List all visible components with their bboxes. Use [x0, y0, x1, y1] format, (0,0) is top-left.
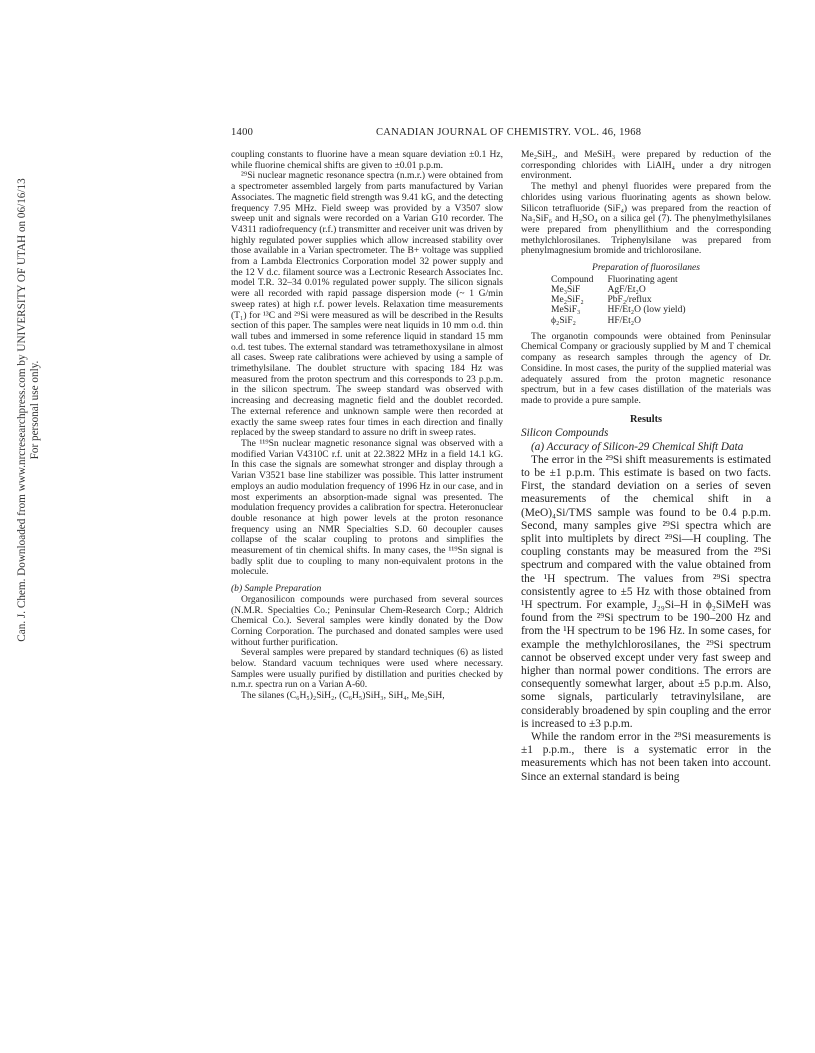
paragraph: The ¹¹⁹Sn nuclear magnetic resonance signal was observed with a modified Varian V4310C r.f. unit at 22.3822 MHz in a field 14.1 kG. In this case the signals are somewhat stronger and display through a Varian V3521 base line stabilizer was possible. This latter instrument employs an audio modulation frequency of 1996 Hz in our case, and in most experiments an absorption-made signal was presented. The modulation frequency provides a calibration for spectra. Heteronuclear double resonance at high power levels at the proton resonance frequency using an NMR Specialties S.D. 60 decoupler causes collapse of the scalar coupling to protons and simplifies the measurement of tin chemical shifts. In many cases, the ¹¹⁹Sn signal is badly split due to coupling to many non-equivalent protons in the molecule.	[231, 437, 503, 578]
fluorosilane-table	[551, 275, 700, 326]
paragraph: Several samples were prepared by standard techniques (6) as listed below. Standard vacuum techniques were used where necessary. Samples were usually purified by distillation and purities checked by n.m.r. spectra run on a Varian A-60.	[231, 647, 503, 691]
paragraph: ²⁹Si nuclear magnetic resonance spectra (n.m.r.) were obtained from a spectrometer assembled largely from parts manufactured by Varian Associates. The magnetic field strength was 9.41 kG, and the detecting frequency 7.95 MHz. Field sweep was provided by a V3507 slow sweep unit and signals were recorded on a Varian G10 recorder. The V4311 radiofrequency (r.f.) transmitter and receiver unit was driven by highly regulated power supplies which allow increased stability over those available in a Varian spectrometer. The B+ voltage was supplied from a Lambda Electronics Corporation model 32 power supply and the 12 V d.c. filament source was a Lectronic Research Associates Inc. model T.R. 32–34 0.01% regulated power supply. The silicon signals were all recorded with rapid passage dispersion mode (~ 1 G/min sweep rates) at high r.f. power levels. Relaxation time measurements (T₁) for ¹³C and ²⁹Si were measured as will be described in the Results section of this paper. The samples were neat liquids in 10 mm o.d. thin wall tubes and immersed in some reference liquid in standard 15 mm o.d. test tubes. The external standard was tetramethoxysilane in almost all cases. Sweep rate calibrations were achieved by using a sample of trimethylsilane. The doublet structure with spacing 184 Hz was measured from the proton spectrum and this corresponds to 23 p.p.m. in the silicon spectrum. The sweep standard was observed with increasing and decreasing magnetic field and the doublet recorded. The external reference and unknown sample were then recorded at exactly the same sweep rates four times in each direction and finally replaced by the sweep standard to assure no drift in sweep rates.	[231, 170, 503, 439]
table-cell: MeSiF₃	[551, 304, 581, 316]
subsection-heading: (b) Sample Preparation	[231, 583, 322, 595]
download-watermark	[2, 130, 41, 690]
watermark-line-2: For personal use only.	[29, 360, 41, 460]
table-cell: PbF₂/reflux	[607, 294, 652, 306]
table-cell: HF/Et₂O	[607, 314, 642, 326]
subsection-heading: (a) Accuracy of Silicon-29 Chemical Shift Data	[531, 440, 744, 453]
table-cell: Me₃SiF	[551, 283, 581, 295]
section-heading: Silicon Compounds	[521, 427, 609, 440]
paragraph: Me₂SiH₂, and MeSiH₃ were prepared by reduction of the corresponding chlorides with LiAlH₄ under a dry nitrogen environment.	[521, 149, 771, 182]
paragraph: The silanes (C₆H₅)₂SiH₂, (C₆H₅)SiH₃, SiH₄, Me₃SiH,	[241, 690, 445, 702]
table-cell: HF/Et₂O (low yield)	[607, 304, 686, 316]
paragraph: While the random error in the ²⁹Si measurements is ±1 p.p.m., there is a systematic error in the measurements which has not been taken into account. Since an external standard is being	[521, 731, 771, 783]
right-column	[521, 150, 771, 784]
results-heading: Results	[629, 413, 663, 425]
table-row	[551, 316, 700, 326]
journal-title: CANADIAN JOURNAL OF CHEMISTRY. VOL. 46, 1968	[376, 127, 642, 138]
paragraph: Organosilicon compounds were purchased from several sources (N.M.R. Specialties Co.; Peninsular Chem-Research Corp.; Aldrich Chemical Co.). Several samples were kindly donated by the Dow Corning Corporation. The purchased and donated samples were used without further purification.	[231, 593, 503, 648]
page-number: 1400	[231, 127, 254, 138]
table-caption: Preparation of fluorosilanes	[591, 262, 701, 274]
table-cell: AgF/Et₂O	[607, 283, 646, 295]
table-header: Fluorinating agent	[607, 273, 678, 285]
paragraph: The methyl and phenyl fluorides were prepared from the chlorides using various fluorinating agents as shown below. Silicon tetrafluoride (SiF₄) was prepared from the reaction of Na₂SiF₆ and H₂SO₄ on a silica gel (7). The phenylmethylsilanes were prepared from phenyllithium and the corresponding methylchlorosilanes. Triphenylsilane was prepared from phenylmagnesium bromide and trichlorosilane.	[521, 181, 771, 257]
table-header: Compound	[551, 273, 594, 285]
table-cell: ϕ₂SiF₂	[551, 314, 576, 326]
table-cell: Me₂SiF₂	[551, 294, 584, 306]
paragraph: The error in the ²⁹Si shift measurements is estimated to be ±1 p.p.m. This estimate is based on two facts. First, the standard deviation on a series of seven measurements of the chemical shift in a (MeO)₄Si/TMS sample was found to be 0.4 p.p.m. Second, many samples give ²⁹Si spectra which are split into multiplets by direct ²⁹Si—H coupling. The coupling constants may be measured from the ²⁹Si spectrum and compared with the value obtained from the ¹H spectrum. The values from ²⁹Si spectra consistently agree to ±5 Hz with those obtained from ¹H spectrum. For example, J₂₉Si–H in ϕ₂SiMeH was found from the ²⁹Si spectrum to be 190–200 Hz and from the ¹H spectrum to be 196 Hz. In some cases, for example the methylchlorosilanes, the ²⁹Si spectrum cannot be observed except under very fast sweep and higher than normal power conditions. The errors are consequently somewhat larger, about ±5 p.p.m. Also, some signals, particularly tetravinylsilane, are considerably broadened by spin coupling and the error is increased to ±3 p.p.m.	[521, 453, 771, 730]
paragraph: The organotin compounds were obtained from Peninsular Chemical Company or graciously supplied by M and T chemical company as research samples through the agency of Dr. Considine. In most cases, the purity of the supplied material was adequately assured from the proton magnetic resonance spectrum, but in a few cases distillation of the materials was made to provide a pure sample.	[521, 330, 771, 406]
paragraph: coupling constants to fluorine have a mean square deviation ±0.1 Hz, while fluorine chemical shifts are given to ±0.01 p.p.m.	[231, 149, 503, 171]
watermark-line-1: Can. J. Chem. Downloaded from www.nrcresearchpress.com by UNIVERSITY OF UTAH on 06/16/13	[16, 178, 28, 642]
left-column	[231, 150, 503, 702]
